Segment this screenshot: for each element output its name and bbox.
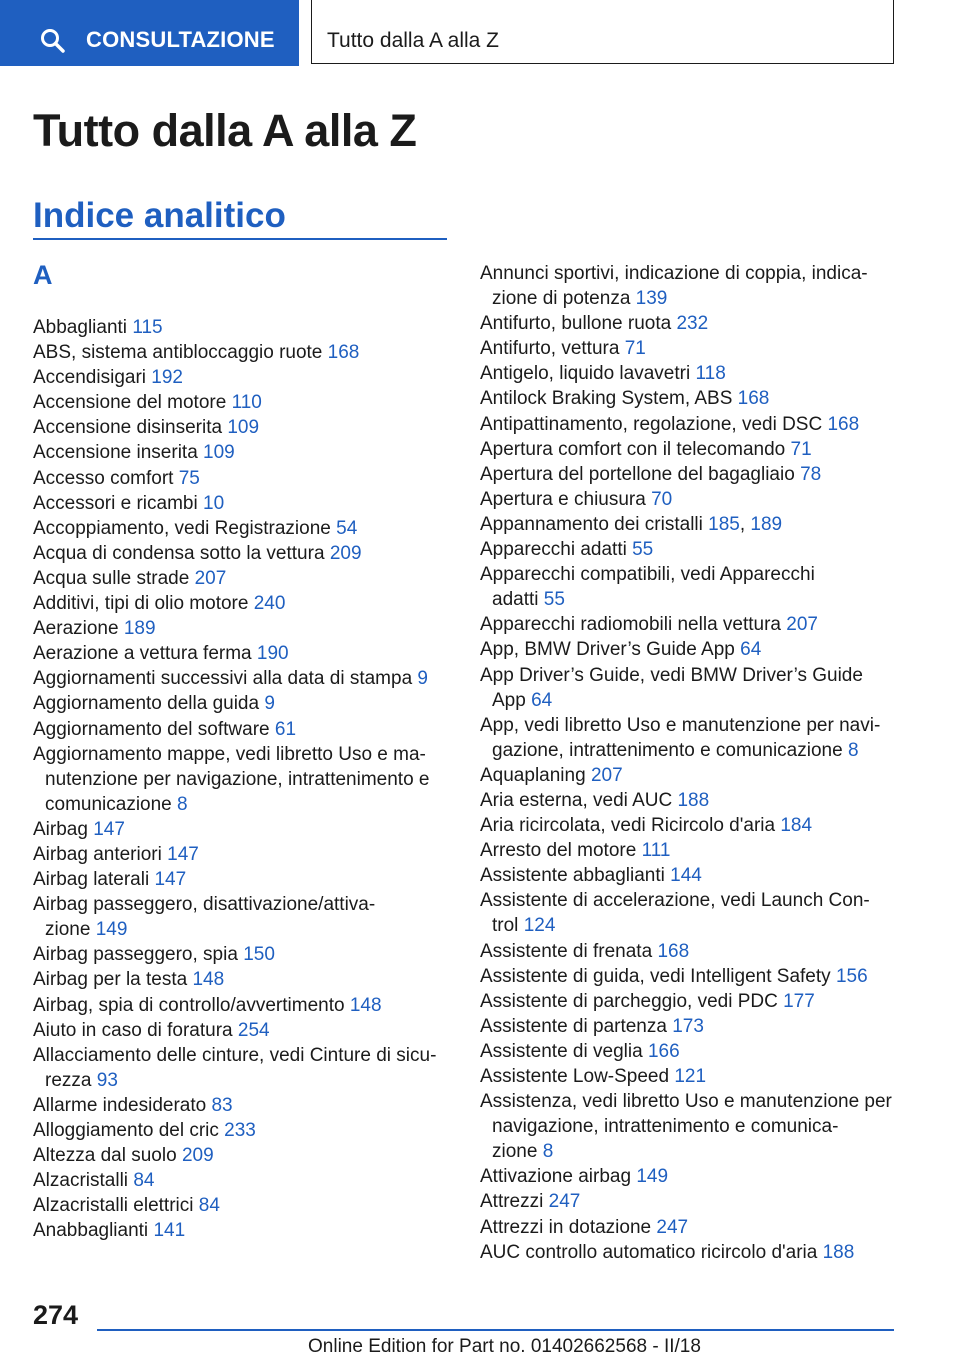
index-entry[interactable]	[480, 964, 910, 989]
index-entry[interactable]	[33, 742, 453, 817]
page-reference-link[interactable]: 110	[231, 392, 262, 414]
index-entry-text: Airbag passeggero, disattivazione/attiva- zione	[33, 894, 376, 941]
index-entry-text: ABS, sistema antibloccaggio ruote	[33, 342, 323, 364]
index-entry[interactable]	[480, 637, 910, 662]
index-entry-text: Aria ricircolata, vedi Ricircolo d'aria	[480, 815, 776, 837]
page-reference-link[interactable]: 147	[93, 818, 125, 840]
page-reference-link[interactable]: 118	[695, 363, 726, 385]
index-entry-text: Airbag laterali	[33, 869, 150, 891]
index-entry-text: Anabbaglianti	[33, 1220, 149, 1242]
index-entry[interactable]	[33, 1118, 453, 1143]
page-reference-link[interactable]: 148	[349, 994, 382, 1016]
page-reference-link[interactable]: 9	[264, 693, 275, 715]
index-letter-heading: A	[33, 260, 53, 290]
index-entry-text: Altezza dal suolo	[33, 1145, 177, 1167]
page-reference-link[interactable]: 207	[590, 764, 623, 786]
index-entry-text: Assistente di guida, vedi Intelligent Safety	[480, 965, 831, 987]
index-entry-text: Aggiornamento del software	[33, 718, 270, 740]
page-reference-link[interactable]: 168	[737, 388, 770, 410]
page-reference-link[interactable]: 168	[827, 413, 860, 435]
index-entry[interactable]	[33, 942, 453, 967]
page-reference-link[interactable]: 109	[227, 417, 260, 439]
page-reference-link[interactable]: 247	[548, 1191, 581, 1213]
index-entry[interactable]	[33, 491, 453, 516]
index-entry[interactable]	[33, 691, 453, 716]
page-reference-link[interactable]: 93	[96, 1069, 118, 1091]
index-entry-text: Accendisigari	[33, 367, 146, 389]
index-entry-text: Assistente di partenza	[480, 1015, 667, 1037]
page-reference-link[interactable]: 254	[237, 1019, 270, 1041]
index-entry-text: Assistente di frenata	[480, 940, 653, 962]
section-title: Indice analitico	[33, 196, 286, 235]
page-reference-link[interactable]: 173	[672, 1015, 704, 1037]
index-entry[interactable]	[480, 713, 910, 763]
index-entry-text: App, vedi libretto Uso e manutenzione per navi- gazione, intrattenimento e comunicazione	[480, 714, 881, 761]
index-entry-text: Accessori e ricambi	[33, 492, 198, 514]
index-entry-text: AUC controllo automatico ricircolo d'aria	[480, 1241, 818, 1263]
index-entry[interactable]	[480, 462, 910, 487]
index-entry-text: Airbag per la testa	[33, 969, 188, 991]
page-reference-link[interactable]: 177	[783, 990, 815, 1012]
index-entry-text: Antigelo, liquido lavavetri	[480, 363, 691, 385]
index-entry-text: Assistenza, vedi libretto Uso e manutenzione per navigazione, intrattenimento e comunica- zione	[480, 1091, 892, 1163]
index-entry-text: Acqua sulle strade	[33, 567, 190, 589]
index-entry[interactable]	[33, 466, 453, 491]
index-entry[interactable]	[33, 516, 453, 541]
index-entry-text: Assistente abbaglianti	[480, 865, 665, 887]
index-entry[interactable]	[33, 1218, 453, 1243]
index-entry-text: Antifurto, bullone ruota	[480, 313, 672, 335]
page-reference-link[interactable]: 168	[657, 940, 690, 962]
index-entry-text: Accensione inserita	[33, 442, 198, 464]
index-entry-text: Apparecchi adatti	[480, 539, 627, 561]
page-reference-link[interactable]: 189	[123, 618, 156, 640]
page-reference-link[interactable]: 233	[224, 1120, 256, 1141]
index-entry-text: Alzacristalli elettrici	[33, 1195, 194, 1217]
index-entry[interactable]	[33, 315, 453, 340]
breadcrumb	[311, 0, 894, 64]
index-entry[interactable]	[480, 386, 910, 411]
page-reference-link[interactable]: 150	[243, 944, 275, 966]
index-entry-text: Apertura e chiusura	[480, 488, 646, 510]
page-reference-link[interactable]: 184	[780, 815, 813, 837]
page-reference-link[interactable]: 78	[800, 463, 822, 485]
index-entry-text: Airbag, spia di controllo/avvertimento	[33, 994, 345, 1016]
page-reference-link[interactable]: 189	[750, 513, 783, 535]
page-reference-link[interactable]: 70	[651, 488, 673, 510]
index-entry-text: Antipattinamento, regolazione, vedi DSC	[480, 413, 823, 435]
index-entry-text: Apparecchi compatibili, vedi Apparecchi adatti	[480, 564, 815, 611]
index-entry[interactable]	[480, 311, 910, 336]
index-entry[interactable]	[33, 1018, 453, 1043]
index-entry[interactable]	[33, 541, 453, 566]
page-reference-link[interactable]: 149	[95, 919, 128, 941]
page-reference-link[interactable]: 121	[674, 1066, 707, 1087]
footer-rule	[97, 1329, 894, 1331]
index-entry-text: Apertura del portellone del bagagliaio	[480, 463, 795, 485]
page-reference-link[interactable]: 247	[656, 1216, 689, 1238]
breadcrumb-label: Tutto dalla A alla Z	[327, 29, 499, 52]
index-entry-text: Airbag	[33, 818, 88, 840]
page-reference-link[interactable]: 9	[417, 668, 428, 690]
index-entry[interactable]	[33, 566, 453, 591]
index-entry-text: Aquaplaning	[480, 764, 586, 786]
index-entry[interactable]	[33, 616, 453, 641]
index-entry[interactable]	[480, 1164, 910, 1189]
page-reference-link[interactable]: 10	[203, 492, 225, 514]
index-entry[interactable]	[33, 817, 453, 842]
index-entry[interactable]	[480, 487, 910, 512]
page-reference-link[interactable]: 83	[211, 1094, 233, 1116]
page-reference-link[interactable]: 144	[670, 865, 702, 887]
consultazione-tab-label: CONSULTAZIONE	[86, 27, 275, 52]
index-entry-text: Aiuto in caso di foratura	[33, 1019, 233, 1041]
index-entry-text: Antilock Braking System, ABS	[480, 388, 733, 410]
page-reference-link[interactable]: 55	[543, 589, 565, 611]
page-reference-link[interactable]: 207	[194, 567, 227, 589]
index-entry[interactable]	[480, 663, 910, 713]
index-entry-text: Aggiornamenti successivi alla data di stampa	[33, 668, 413, 690]
index-entry[interactable]	[480, 361, 910, 386]
index-entry-text: Appannamento dei cristalli	[480, 513, 703, 535]
index-entry[interactable]	[480, 763, 910, 788]
page-reference-link[interactable]: 148	[192, 969, 225, 991]
top-bar	[0, 0, 960, 66]
page-reference-link[interactable]: 141	[153, 1220, 186, 1242]
index-entry-text: Attivazione airbag	[480, 1166, 632, 1188]
page-reference-link[interactable]: 156	[835, 965, 868, 987]
page-reference-link[interactable]: 207	[786, 614, 818, 636]
index-entry[interactable]: Appannamento dei cristalli 185, 189	[480, 513, 783, 535]
page-reference-link[interactable]: 8	[542, 1141, 554, 1163]
page-reference-link[interactable]: 75	[178, 467, 200, 489]
index-entry[interactable]	[33, 867, 453, 892]
page-reference-link[interactable]: 168	[327, 342, 360, 364]
page-reference-link[interactable]: 64	[740, 639, 762, 661]
page-reference-link[interactable]: 232	[676, 313, 709, 335]
page-reference-link[interactable]: 84	[133, 1170, 155, 1192]
index-entry-text: Attrezzi in dotazione	[480, 1216, 652, 1238]
index-entry-text: Airbag anteriori	[33, 843, 162, 865]
index-column-left	[33, 315, 453, 1243]
page-reference-link[interactable]: 139	[635, 288, 668, 310]
page-reference-link[interactable]: 166	[647, 1040, 680, 1062]
index-entry-text: Accensione disinserita	[33, 417, 223, 439]
index-entry-text: App, BMW Driver’s Guide App	[480, 639, 735, 661]
index-entry-text: App Driver’s Guide, vedi BMW Driver’s Guide App	[480, 664, 863, 711]
index-entry-text: Aria esterna, vedi AUC	[480, 789, 673, 811]
page-reference-link[interactable]: 71	[624, 338, 646, 360]
page-reference-link[interactable]: 147	[167, 843, 199, 865]
index-entry[interactable]	[33, 440, 453, 465]
search-icon	[40, 28, 66, 54]
page-reference-link[interactable]: 240	[253, 593, 286, 615]
index-entry-text: Assistente Low-Speed	[480, 1066, 670, 1087]
index-entry[interactable]	[480, 261, 910, 311]
page-reference-link[interactable]: 188	[822, 1241, 855, 1263]
page-number: 274	[33, 1300, 79, 1330]
page-reference-link[interactable]: 124	[523, 915, 556, 937]
index-entry[interactable]	[480, 1064, 910, 1089]
page-reference-link[interactable]: 209	[329, 542, 362, 564]
index-entry[interactable]	[33, 1093, 453, 1118]
index-entry-text: Apparecchi radiomobili nella vettura	[480, 614, 781, 636]
index-entry-text: Annunci sportivi, indicazione di coppia, indica- zione di potenza	[480, 263, 868, 310]
index-entry-text: Apertura comfort con il telecomando	[480, 438, 786, 460]
footer-edition-text: Online Edition for Part no. 01402662568 - II/18	[308, 1336, 701, 1357]
page-reference-link[interactable]: 54	[336, 517, 358, 539]
index-entry[interactable]	[480, 813, 910, 838]
index-entry[interactable]	[480, 1089, 910, 1164]
index-entry-text: Abbaglianti	[33, 317, 128, 338]
index-entry[interactable]	[480, 412, 910, 437]
index-entry[interactable]	[480, 1189, 910, 1214]
page-reference-link[interactable]: 115	[132, 317, 163, 338]
index-entry-text: Accoppiamento, vedi Registrazione	[33, 517, 331, 539]
index-entry[interactable]	[480, 939, 910, 964]
index-entry-text: Acqua di condensa sotto la vettura	[33, 542, 325, 564]
index-entry-text: Alzacristalli	[33, 1170, 129, 1192]
page-reference-link[interactable]: 55	[632, 539, 654, 561]
page-reference-link[interactable]: 190	[256, 643, 289, 665]
index-entry[interactable]	[480, 336, 910, 361]
index-entry-text: Assistente di parcheggio, vedi PDC	[480, 990, 778, 1012]
index-entry[interactable]	[33, 842, 453, 867]
index-entry[interactable]	[33, 1143, 453, 1168]
index-entry-text: Aggiornamento mappe, vedi libretto Uso e ma- nutenzione per navigazione, intrattenimento e comunicazione	[33, 743, 430, 815]
index-entry-text: Accesso comfort	[33, 467, 174, 489]
index-entry-text: Antifurto, vettura	[480, 338, 620, 360]
index-entry-text: Assistente di veglia	[480, 1040, 643, 1062]
index-entry[interactable]	[33, 365, 453, 390]
page-reference-link[interactable]: 149	[636, 1166, 669, 1188]
index-entry[interactable]	[480, 788, 910, 813]
index-entry-text: Assistente di accelerazione, vedi Launch Con- trol	[480, 890, 870, 937]
index-entry[interactable]	[33, 415, 453, 440]
index-entry-text: Aerazione	[33, 618, 119, 640]
index-entry[interactable]	[33, 390, 453, 415]
index-entry-text: Arresto del motore	[480, 840, 637, 862]
page-reference-link[interactable]: 64	[531, 689, 553, 711]
page-reference-link[interactable]: 111	[641, 840, 671, 862]
index-entry[interactable]	[480, 888, 910, 938]
index-entry-text: Allacciamento delle cinture, vedi Cinture di sicu- rezza	[33, 1044, 437, 1091]
index-entry-text: Accensione del motore	[33, 392, 227, 414]
index-entry-text: Aggiornamento della guida	[33, 693, 260, 715]
index-entry[interactable]	[33, 340, 453, 365]
index-entry-text: Allarme indesiderato	[33, 1094, 207, 1116]
index-entry-text: Attrezzi	[480, 1191, 544, 1213]
index-entry[interactable]	[480, 838, 910, 863]
index-entry[interactable]	[480, 1240, 910, 1265]
page-reference-link[interactable]: 192	[151, 367, 183, 389]
index-entry[interactable]	[33, 591, 453, 616]
index-entry[interactable]	[33, 1193, 453, 1218]
page-reference-link[interactable]: 8	[847, 739, 859, 761]
index-entry-text: Airbag passeggero, spia	[33, 944, 238, 966]
index-entry-text: Alloggiamento del cric	[33, 1120, 219, 1141]
index-entry-text: Additivi, tipi di olio motore	[33, 593, 249, 615]
page-reference-link[interactable]: 185	[708, 513, 740, 535]
consultazione-tab-button[interactable]	[0, 0, 299, 66]
index-entry[interactable]	[480, 1215, 910, 1240]
page-reference-link[interactable]: 109	[203, 442, 235, 464]
page-title: Tutto dalla A alla Z	[33, 105, 417, 156]
index-entry[interactable]	[480, 562, 910, 612]
index-entry[interactable]	[33, 892, 453, 942]
index-entry[interactable]	[480, 612, 910, 637]
index-entry[interactable]	[33, 666, 453, 691]
index-entry[interactable]	[33, 993, 453, 1018]
index-entry[interactable]	[480, 1014, 910, 1039]
section-title-rule	[33, 238, 447, 240]
index-entry[interactable]	[480, 989, 910, 1014]
page-reference-link[interactable]: 8	[177, 793, 188, 815]
index-entry[interactable]	[33, 641, 453, 666]
index-column-right	[480, 261, 910, 1265]
index-entry[interactable]	[480, 1039, 910, 1064]
index-entry-text: Aerazione a vettura ferma	[33, 643, 252, 665]
index-entry[interactable]	[480, 863, 910, 888]
page-reference-link[interactable]: 61	[274, 718, 297, 740]
page-reference-link[interactable]: 71	[790, 438, 812, 460]
index-entry[interactable]	[480, 537, 910, 562]
index-entry[interactable]	[33, 1043, 453, 1093]
page-reference-link[interactable]: 84	[198, 1195, 220, 1217]
index-entry[interactable]	[33, 717, 453, 742]
index-entry[interactable]	[33, 967, 453, 992]
page-reference-link[interactable]: 209	[181, 1145, 214, 1167]
index-entry[interactable]	[33, 1168, 453, 1193]
index-entry[interactable]	[480, 437, 910, 462]
page-reference-link[interactable]: 188	[677, 789, 710, 811]
page-reference-link[interactable]: 147	[154, 869, 187, 891]
